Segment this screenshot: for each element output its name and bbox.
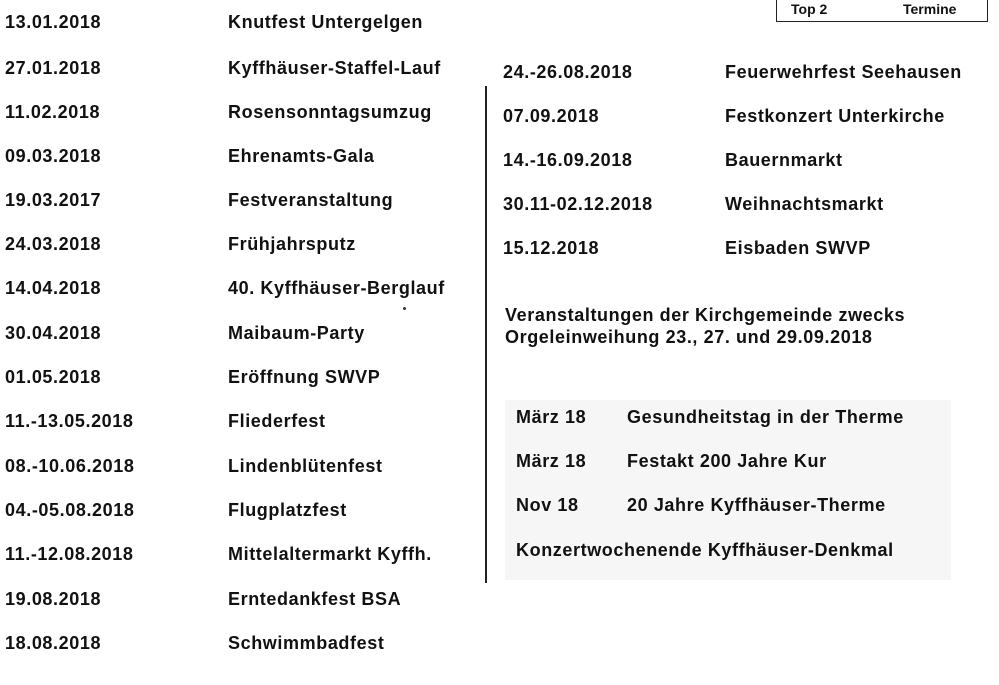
event-date: 01.05.2018: [5, 367, 102, 387]
event-date: 19.08.2018: [5, 589, 102, 609]
event-date: März 18: [516, 407, 587, 427]
event-title: 40. Kyffhäuser-Berglauf: [228, 278, 445, 298]
header-termine-label: Termine: [903, 1, 957, 17]
event-date: 30.04.2018: [5, 323, 102, 343]
church-note-line-2: Orgeleinweihung 23., 27. und 29.09.2018: [505, 327, 873, 347]
event-title: Erntedankfest BSA: [228, 589, 402, 609]
event-title: Weihnachtsmarkt: [725, 194, 884, 214]
event-date: 19.03.2017: [5, 190, 102, 210]
event-date: 04.-05.08.2018: [5, 500, 135, 520]
event-date: 30.11-02.12.2018: [503, 194, 653, 214]
event-title: Mittelaltermarkt Kyffh.: [228, 544, 432, 564]
event-title: Bauernmarkt: [725, 150, 843, 170]
event-title: 20 Jahre Kyffhäuser-Therme: [627, 495, 886, 515]
event-title: Festveranstaltung: [228, 190, 394, 210]
event-title: Kyffhäuser-Staffel-Lauf: [228, 58, 441, 78]
event-title: Flugplatzfest: [228, 500, 347, 520]
event-title: Festkonzert Unterkirche: [725, 106, 945, 126]
event-date: 11.02.2018: [5, 102, 101, 122]
event-date: 08.-10.06.2018: [5, 456, 135, 476]
event-title: Festakt 200 Jahre Kur: [627, 451, 827, 471]
event-date: Nov 18: [516, 495, 579, 515]
event-title: Lindenblütenfest: [228, 456, 383, 476]
scan-speck: [403, 307, 406, 310]
event-title: Fliederfest: [228, 411, 326, 431]
event-date: 24.03.2018: [5, 234, 102, 254]
event-date: 27.01.2018: [5, 58, 102, 78]
column-divider: [485, 86, 487, 583]
concert-weekend: Konzertwochenende Kyffhäuser-Denkmal: [516, 540, 894, 560]
event-title: Gesundheitstag in der Therme: [627, 407, 904, 427]
event-date: 14.04.2018: [5, 278, 102, 298]
event-date: 11.-13.05.2018: [5, 411, 134, 431]
event-date: 13.01.2018: [5, 12, 102, 32]
event-title: Rosensonntagsumzug: [228, 102, 432, 122]
event-title: Ehrenamts-Gala: [228, 146, 375, 166]
event-title: Knutfest Untergelgen: [228, 12, 424, 32]
event-date: 15.12.2018: [503, 238, 600, 258]
event-date: 24.-26.08.2018: [503, 62, 633, 82]
event-title: Frühjahrsputz: [228, 234, 356, 254]
event-title: Schwimmbadfest: [228, 633, 385, 653]
event-date: 07.09.2018: [503, 106, 600, 126]
event-title: Feuerwehrfest Seehausen: [725, 62, 962, 82]
event-date: 18.08.2018: [5, 633, 102, 653]
event-title: Eisbaden SWVP: [725, 238, 871, 258]
event-date: März 18: [516, 451, 587, 471]
event-date: 14.-16.09.2018: [503, 150, 633, 170]
event-date: 11.-12.08.2018: [5, 544, 134, 564]
church-note-line-1: Veranstaltungen der Kirchgemeinde zwecks: [505, 305, 906, 325]
event-title: Eröffnung SWVP: [228, 367, 381, 387]
event-title: Maibaum-Party: [228, 323, 365, 343]
header-box: [776, 0, 988, 22]
event-date: 09.03.2018: [5, 146, 102, 166]
header-top-label: Top 2: [791, 1, 828, 17]
